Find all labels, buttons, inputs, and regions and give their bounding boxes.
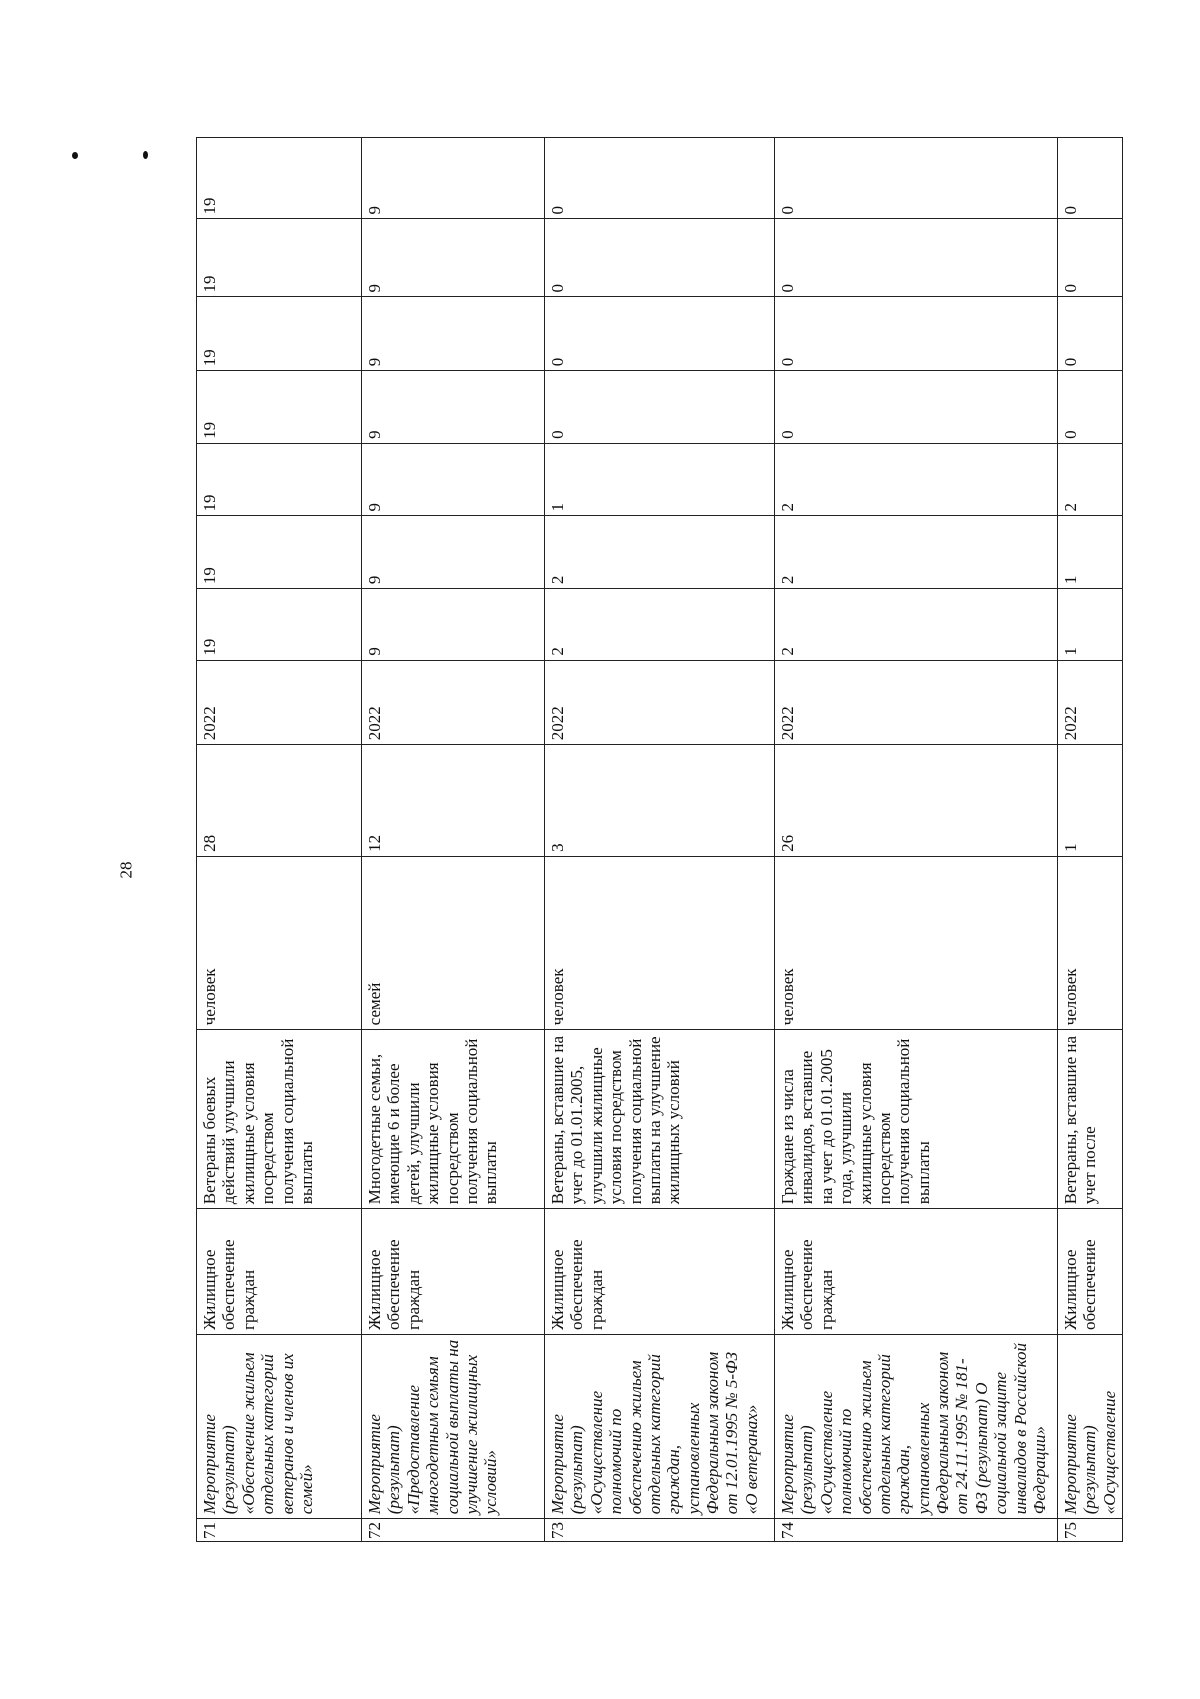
year-value-cell: 19 [197,297,362,371]
year-value-cell: 1 [1058,589,1123,661]
base-value-cell: 26 [775,745,1058,857]
year-value-cell: 2 [775,443,1058,516]
base-year-cell: 2022 [545,660,775,745]
year-value-cell: 0 [775,138,1058,219]
event-cell: Мероприятие (результат) «Осуществление полномочий по обеспечению жильем отдельных категорий граждан, установленных Федеральным законом от 24.11.1995 № 181-ФЗ (результат) О социальной защите инвалидов в Российской Федерации» [775,1334,1058,1518]
table-row [1058,138,1123,1542]
base-year-cell: 2022 [362,660,545,745]
table-row [775,138,1058,1542]
unit-cell: человек [545,856,775,1029]
year-value-cell: 9 [362,297,545,371]
year-value-cell: 19 [197,138,362,219]
page-number: 28 [116,861,136,879]
indicator-cell: Граждане из числа инвалидов, вставшие на учет до 01.01.2005 года, улучшили жилищные условия посредством получения социальной выплаты [775,1030,1058,1209]
year-value-cell: 19 [197,443,362,516]
year-value-cell: 2 [545,589,775,661]
year-value-cell: 2 [775,589,1058,661]
indicator-cell: Ветераны, вставшие на учет до 01.01.2005, улучшили жилищные условия посредством получения социальной выплаты на улучшение жилищных условий [545,1030,775,1209]
year-value-cell: 0 [775,219,1058,297]
year-value-cell: 0 [1058,297,1123,371]
row-number: 72 [362,1519,545,1542]
base-value-cell: 3 [545,745,775,857]
scan-speck [72,152,78,159]
base-year-cell: 2022 [197,660,362,745]
year-value-cell: 1 [545,443,775,516]
unit-cell: человек [197,856,362,1029]
year-value-cell: 19 [197,589,362,661]
direction-cell: Жилищное обеспечение граждан [362,1209,545,1335]
year-value-cell: 19 [197,219,362,297]
event-cell: Мероприятие (результат) «Обеспечение жильем отдельных категорий ветеранов и членов их семей» [197,1334,362,1518]
year-value-cell: 19 [197,371,362,444]
event-cell: Мероприятие (результат) «Предоставление многодетным семьям социальной выплаты на улучшение жилищных условий» [362,1334,545,1518]
event-cell: Мероприятие (результат) «Осуществление [1058,1334,1123,1518]
unit-cell: семей [362,856,545,1029]
indicators-table [196,137,1123,1542]
year-value-cell: 2 [545,516,775,589]
unit-cell: человек [1058,856,1123,1029]
year-value-cell: 0 [545,219,775,297]
year-value-cell: 9 [362,138,545,219]
year-value-cell: 9 [362,219,545,297]
year-value-cell: 0 [1058,219,1123,297]
row-number: 73 [545,1519,775,1542]
base-value-cell: 28 [197,745,362,857]
event-cell: Мероприятие (результат) «Осуществление полномочий по обеспечению жильем отдельных категорий граждан, установленных Федеральным законом от 12.01.1995 № 5-ФЗ «О ветеранах» [545,1334,775,1518]
rotated-table-wrapper [196,137,1119,1542]
year-value-cell: 9 [362,443,545,516]
base-year-cell: 2022 [1058,660,1123,745]
table-row [197,138,362,1542]
year-value-cell: 2 [1058,443,1123,516]
year-value-cell: 9 [362,371,545,444]
year-value-cell: 9 [362,516,545,589]
scan-speck [143,151,148,159]
year-value-cell: 0 [775,297,1058,371]
year-value-cell: 0 [545,138,775,219]
row-number: 75 [1058,1519,1123,1542]
year-value-cell: 0 [775,371,1058,444]
indicator-cell: Ветераны, вставшие на учет после [1058,1030,1123,1209]
base-value-cell: 1 [1058,745,1123,857]
year-value-cell: 0 [545,371,775,444]
indicator-cell: Ветераны боевых действий улучшили жилищные условия посредством получения социальной выплаты [197,1030,362,1209]
indicator-cell: Многодетные семьи, имеющие 6 и более детей, улучшили жилищные условия посредством получения социальной выплаты [362,1030,545,1209]
row-number: 74 [775,1519,1058,1542]
direction-cell: Жилищное обеспечение [1058,1209,1123,1335]
base-value-cell: 12 [362,745,545,857]
table-row [545,138,775,1542]
year-value-cell: 0 [1058,138,1123,219]
unit-cell: человек [775,856,1058,1029]
year-value-cell: 2 [775,516,1058,589]
table-row [362,138,545,1542]
direction-cell: Жилищное обеспечение граждан [775,1209,1058,1335]
direction-cell: Жилищное обеспечение граждан [545,1209,775,1335]
direction-cell: Жилищное обеспечение граждан [197,1209,362,1335]
year-value-cell: 1 [1058,516,1123,589]
base-year-cell: 2022 [775,660,1058,745]
year-value-cell: 9 [362,589,545,661]
year-value-cell: 19 [197,516,362,589]
row-number: 71 [197,1519,362,1542]
year-value-cell: 0 [1058,371,1123,444]
year-value-cell: 0 [545,297,775,371]
